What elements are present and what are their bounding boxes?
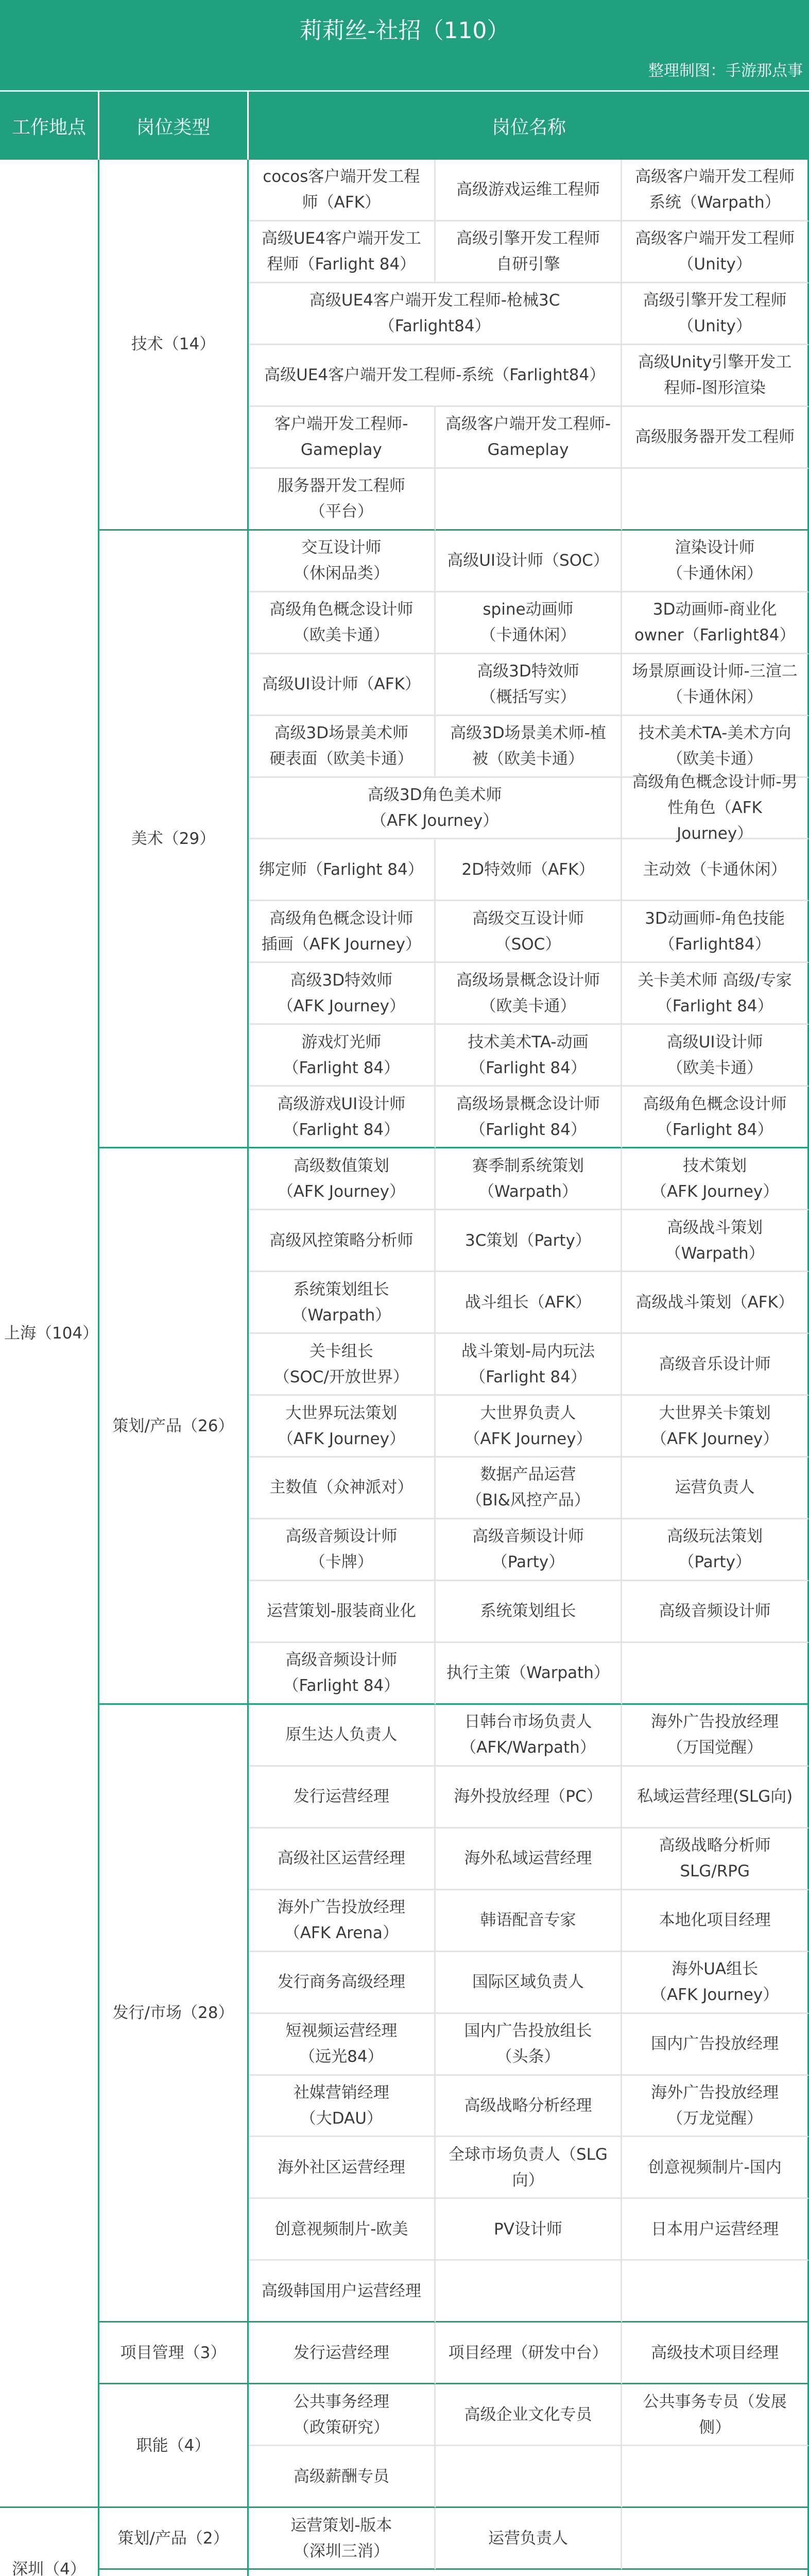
job-title-cell: 运营策划-服装商业化 <box>249 1581 436 1643</box>
job-title-cell: 高级薪酬专员 <box>249 2446 436 2508</box>
empty-cell <box>436 469 623 531</box>
job-title-cell: 高级UI设计师 （欧美卡通） <box>622 1025 809 1087</box>
job-title-cell: 高级角色概念设计师 插画（AFK Journey） <box>249 901 436 963</box>
job-title-cell: 日韩台市场负责人 （AFK/Warpath） <box>436 1705 623 1767</box>
job-title-cell: 绑定师（Farlight 84） <box>249 839 436 901</box>
empty-cell <box>622 2261 809 2323</box>
job-title-cell: 本地化项目经理 <box>622 1890 809 1952</box>
job-title-cell: 3D动画师-角色技能 （Farlight84） <box>622 901 809 963</box>
credit-text: 整理制图：手游那点事 <box>648 62 803 80</box>
job-title-cell: 高级战略分析经理 <box>436 2076 623 2138</box>
job-title-cell: 高级角色概念设计师 （欧美卡通） <box>249 592 436 654</box>
job-title-cell: 运营负责人 <box>622 1458 809 1519</box>
job-title-cell: 高级音乐设计师 <box>622 1334 809 1396</box>
job-title-cell: 韩语配音专家 <box>436 1890 623 1952</box>
job-title-cell: 日本用户运营经理 <box>622 2199 809 2261</box>
job-title-cell: 高级UI设计师（AFK） <box>249 654 436 716</box>
job-title-cell: spine动画师 （卡通休闲） <box>436 592 623 654</box>
empty-cell <box>622 1643 809 1705</box>
job-title-cell: 大世界负责人 （AFK Journey） <box>436 1396 623 1458</box>
job-title-cell: 系统策划组长 <box>436 1581 623 1643</box>
location-cell: 上海（104） <box>0 160 99 2508</box>
job-title-cell: 高级企业文化专员 <box>436 2384 623 2446</box>
job-title-cell: 关卡美术师 高级/专家 （Farlight 84） <box>622 963 809 1025</box>
job-title-cell: 高级角色概念设计师-男性角色（AFK Journey） <box>622 778 809 840</box>
header-location: 工作地点 <box>0 90 99 160</box>
job-title-cell: 2D特效师（AFK） <box>436 839 623 901</box>
job-title-cell: 高级游戏运维工程师 <box>436 160 623 222</box>
job-title-cell: 海外广告投放经理 （万龙觉醒） <box>622 2076 809 2138</box>
job-title-cell: 公共事务经理 （政策研究） <box>249 2384 436 2446</box>
job-type-cell: 项目管理（3） <box>99 2323 249 2384</box>
job-title-cell: 3C策划（Party） <box>436 1210 623 1272</box>
empty-cell <box>436 2446 623 2508</box>
job-title-cell: 高级战略分析师 SLG/RPG <box>622 1828 809 1890</box>
job-title-cell: 海外私域运营经理 <box>436 1828 623 1890</box>
job-title-cell: 3D动画师-商业化 owner（Farlight84） <box>622 592 809 654</box>
job-title-cell: 技术美术TA-美术方向 （欧美卡通） <box>622 716 809 778</box>
job-title-cell: 系统策划组长 （Warpath） <box>249 1272 436 1334</box>
job-title-cell: 国内广告投放组长 （头条） <box>436 2014 623 2076</box>
job-title-cell: 游戏灯光师 （Farlight 84） <box>249 1025 436 1087</box>
job-title-cell: 战斗策划-局内玩法 （Farlight 84） <box>436 1334 623 1396</box>
job-type-cell: 职能（4） <box>99 2384 249 2508</box>
job-title-cell: 高级3D角色美术师 （AFK Journey） <box>249 778 622 840</box>
job-title-cell: cocos客户端开发工程 师（AFK） <box>249 160 436 222</box>
job-title-cell: 客户端开发工程师- Gameplay <box>249 407 436 469</box>
job-title-cell: 发行商务高级经理 <box>249 1952 436 2014</box>
job-title-cell: 高级音频设计师 （卡牌） <box>249 1519 436 1581</box>
job-type-cell <box>99 2570 249 2576</box>
job-title-cell <box>249 2570 809 2576</box>
job-title-cell: 高级游戏UI设计师 （Farlight 84） <box>249 1087 436 1148</box>
job-title-cell: 大世界玩法策划 （AFK Journey） <box>249 1396 436 1458</box>
header-job-type: 岗位类型 <box>99 90 249 160</box>
job-title-cell: 高级音频设计师 <box>622 1581 809 1643</box>
job-title-cell: 高级场景概念设计师 （欧美卡通） <box>436 963 623 1025</box>
job-title-cell: 渲染设计师 （卡通休闲） <box>622 531 809 592</box>
job-title-cell: 海外社区运营经理 <box>249 2137 436 2199</box>
job-title-cell: 项目经理（研发中台） <box>436 2323 623 2384</box>
job-title-cell: 创意视频制片-欧美 <box>249 2199 436 2261</box>
job-title-cell: 技术策划 （AFK Journey） <box>622 1148 809 1210</box>
job-title-cell: 高级UI设计师（SOC） <box>436 531 623 592</box>
location-cell: 深圳（4） <box>0 2508 99 2576</box>
job-title-cell: 数据产品运营 （BI&风控产品） <box>436 1458 623 1519</box>
empty-cell <box>622 469 809 531</box>
job-title-cell: 高级音频设计师 （Farlight 84） <box>249 1643 436 1705</box>
job-title-cell: 创意视频制片-国内 <box>622 2137 809 2199</box>
job-title-cell: 高级客户端开发工程师- Gameplay <box>436 407 623 469</box>
job-title-cell: 高级交互设计师 （SOC） <box>436 901 623 963</box>
job-title-cell: 海外广告投放经理 （AFK Arena） <box>249 1890 436 1952</box>
job-title-cell: 公共事务专员（发展 侧） <box>622 2384 809 2446</box>
job-title-cell: 高级引擎开发工程师 自研引擎 <box>436 222 623 283</box>
job-title-cell: 高级Unity引擎开发工 程师-图形渲染 <box>622 345 809 407</box>
job-title-cell: 高级UE4客户端开发工程师-系统（Farlight84） <box>249 345 622 407</box>
job-title-cell: 短视频运营经理 （远光84） <box>249 2014 436 2076</box>
job-title-cell: 高级引擎开发工程师 （Unity） <box>622 283 809 345</box>
job-title-cell: 高级服务器开发工程师 <box>622 407 809 469</box>
empty-cell <box>622 2508 809 2570</box>
job-title-cell: 执行主策（Warpath） <box>436 1643 623 1705</box>
empty-cell <box>622 2446 809 2508</box>
job-title-cell: 场景原画设计师-三渲二 （卡通休闲） <box>622 654 809 716</box>
job-title-cell: 海外投放经理（PC） <box>436 1767 623 1828</box>
job-title-cell: 私域运营经理(SLG向) <box>622 1767 809 1828</box>
empty-cell <box>436 2261 623 2323</box>
job-title-cell: 赛季制系统策划 （Warpath） <box>436 1148 623 1210</box>
job-title-cell: 高级UE4客户端开发工 程师（Farlight 84） <box>249 222 436 283</box>
job-title-cell: 技术美术TA-动画 （Farlight 84） <box>436 1025 623 1087</box>
job-type-cell: 策划/产品（2） <box>99 2508 249 2570</box>
job-title-cell: 原生达人负责人 <box>249 1705 436 1767</box>
job-title-cell: 高级韩国用户运营经理 <box>249 2261 436 2323</box>
job-title-cell: 高级角色概念设计师 （Farlight 84） <box>622 1087 809 1148</box>
job-title-cell: 运营策划-版本 （深圳三消） <box>249 2508 436 2570</box>
job-title-cell: 关卡组长 （SOC/开放世界） <box>249 1334 436 1396</box>
job-title-cell: 发行运营经理 <box>249 1767 436 1828</box>
job-title-cell: 高级战斗策划 （Warpath） <box>622 1210 809 1272</box>
header-bar <box>0 0 809 90</box>
job-type-cell: 发行/市场（28） <box>99 1705 249 2323</box>
job-title-cell: 高级社区运营经理 <box>249 1828 436 1890</box>
job-title-cell: 高级战斗策划（AFK） <box>622 1272 809 1334</box>
header-job-title: 岗位名称 <box>249 90 809 160</box>
job-title-cell: 海外广告投放经理 （万国觉醒） <box>622 1705 809 1767</box>
job-title-cell: 海外UA组长 （AFK Journey） <box>622 1952 809 2014</box>
job-title-cell: 高级UE4客户端开发工程师-枪械3C （Farlight84） <box>249 283 622 345</box>
job-title-cell: 社媒营销经理 （大DAU） <box>249 2076 436 2138</box>
job-title-cell: 高级3D场景美术师-植 被（欧美卡通） <box>436 716 623 778</box>
job-type-cell: 美术（29） <box>99 531 249 1149</box>
job-title-cell: 全球市场负责人（SLG 向） <box>436 2137 623 2199</box>
job-title-cell: 主动效（卡通休闲） <box>622 839 809 901</box>
job-title-cell: 服务器开发工程师 （平台） <box>249 469 436 531</box>
job-title-cell: PV设计师 <box>436 2199 623 2261</box>
job-title-cell: 高级场景概念设计师 （Farlight 84） <box>436 1087 623 1148</box>
job-title-cell: 国内广告投放经理 <box>622 2014 809 2076</box>
job-type-cell: 技术（14） <box>99 160 249 531</box>
job-title-cell: 高级客户端开发工程师 （Unity） <box>622 222 809 283</box>
job-title-cell: 高级3D场景美术师 硬表面（欧美卡通） <box>249 716 436 778</box>
job-title-cell: 交互设计师 （休闲品类） <box>249 531 436 592</box>
job-title-cell: 高级数值策划 （AFK Journey） <box>249 1148 436 1210</box>
job-title-cell: 国际区域负责人 <box>436 1952 623 2014</box>
job-title-cell: 高级客户端开发工程师 系统（Warpath） <box>622 160 809 222</box>
page-title: 莉莉丝-社招（110） <box>299 18 510 44</box>
job-title-cell: 高级风控策略分析师 <box>249 1210 436 1272</box>
job-title-cell: 高级3D特效师 （AFK Journey） <box>249 963 436 1025</box>
job-title-cell: 高级技术项目经理 <box>622 2323 809 2384</box>
job-type-cell: 策划/产品（26） <box>99 1148 249 1705</box>
job-title-cell: 高级3D特效师 （概括写实） <box>436 654 623 716</box>
job-title-cell: 高级玩法策划 （Party） <box>622 1519 809 1581</box>
job-title-cell: 战斗组长（AFK） <box>436 1272 623 1334</box>
job-title-cell: 大世界关卡策划 （AFK Journey） <box>622 1396 809 1458</box>
job-title-cell: 运营负责人 <box>436 2508 623 2570</box>
job-title-cell: 主数值（众神派对） <box>249 1458 436 1519</box>
job-title-cell: 发行运营经理 <box>249 2323 436 2384</box>
job-title-cell: 高级音频设计师 （Party） <box>436 1519 623 1581</box>
